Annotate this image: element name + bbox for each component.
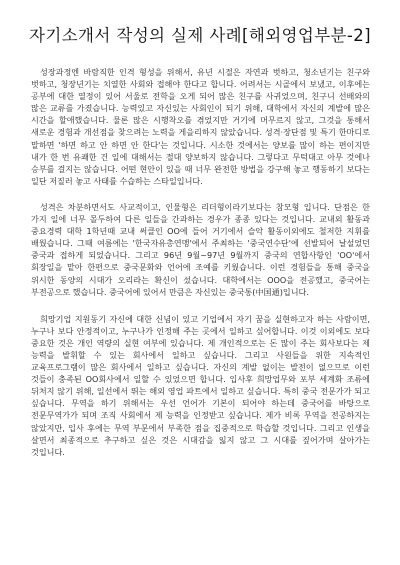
document-body — [31, 66, 370, 471]
paragraph-character-activities: 성격은 차분하면서도 사교적이고, 인물형은 리더형이라기보다는 참모형 입니다. 단점은 한 가지 일에 너무 몰두하여 다른 일들을 간과하는 경우가 종종 있다는 것입니다. 교내외 활동과 중요경력 대학 1학년때 교내 써클인 OO에 들어 거기에서 슬악 활동이외에도 철저한 지휘를 배웠습니다. 그때 여름에는 '한국자유총연맹'에서 주최하는 '중국연수단'에 선발되어 날설었던 중국과 접하게 되었습니다. 그리고 96년 9월~97년 9월까지 중국의 연합사항인 'OO'에서 회장일을 맡아 한편으로 중국문화와 언어에 조예를 키웠습니다. 이런 경험들을 통해 중국을 위시한 동양의 시대가 오리라는 확신이 섰습니다. 대학에서는 OOO을 전공했고, 중국어는 부전공으로 했습니다. 중국어에 있어서 만큼은 자신있는 중국통(中国通)입니다. — [31, 201, 370, 297]
paragraph-growth-personality: 성장과정엔 바람직한 인격 형성을 위해서, 유년 시절은 자연과 벗하고, 청소년기는 친구와 벗하고, 청장년기는 치열한 사회와 접해야 한다고 합니다. 어려서는 시골에서 보냈고, 이후에는 공부에 대한 열정이 있어 서울로 전학을 오게 되어 많은 친구를 사귀었으며, 친구니 선배와의 많은 교류를 가졌습니다. 능력있고 자신있는 사회인이 되기 위해, 대학에서 자신의 계발에 많은 시간을 할애했습니다. 물론 많은 시행착오를 겪었지만 거기에 머무르지 않고, 그것을 통해서 새로운 경험과 개선점을 찾으려는 노력을 게을리하지 않았습니다. 성격·장단점 및 특기 한마디로 말하면 '하면 하고 안 하면 안 한다'는 것입니다. 시소한 것에서는 양보를 많이 하는 편이지만 내가 한 번 유쾌한 건 일에 대해서는 절대 양보하지 않습니다. 그렇다고 무턱대고 아무 것에나 승부를 걸지는 않습니다. 어떤 현안이 있을 때 너무 완전한 방법을 강구해 놓고 행동하기 보다는 일단 저질러 놓고 사태를 수습하는 스타일입니다. — [31, 67, 370, 186]
paragraph-motivation-aspiration: 희망기업 지원동기 자신에 대한 신념이 있고 기업에서 자기 꿈을 실현하고자 하는 사람이면, 누구나 보다 안정적이고, 누구나가 인정해 주는 곳에서 일하고 싶어합니다. 이것 이외에도 보다 중요한 것은 개인 역량의 실현 여부에 있습니다. 제 개인적으로는 돈 많이 주는 회사보다는 제 능력을 발휘할 수 있는 회사에서 일하고 싶습니다. 그리고 사원들을 위한 지속적인 교육프로그램이 많은 회사에서 일하고 싶습니다. 자신의 계발 없이는 발전이 없으므로 이런 것들이 충족된 OO회사에서 일할 수 있었으면 합니다. 입사후 희망업무와 포부 세계화 조류에 뒤처지 않기 위해, 일선에서 뛰는 해외 영업 파트에서 일하고 싶습니다. 특히 중국 전문가가 되고 싶습니다. 무역을 하기 위해서는 우선 언어가 기본이 되어야 하는데 중국어를 바탕으로 전문무역가가 되며 조직 사회에서 제 능력을 인정받고 싶습니다. 제가 비록 무역을 전공하지는 않았지만, 입사 후에는 무역 부문에서 부족한 점을 집중적으로 학습할 것입니다. 그리고 인생을 살면서 최종적으로 추구하고 싶은 것은 시대감을 잃지 않고 그 시대를 짚어가며 살아가는 것입니다. — [31, 313, 370, 457]
page-title: 자기소개서 작성의 실제 사례[해외영업부분-2] — [29, 26, 371, 45]
